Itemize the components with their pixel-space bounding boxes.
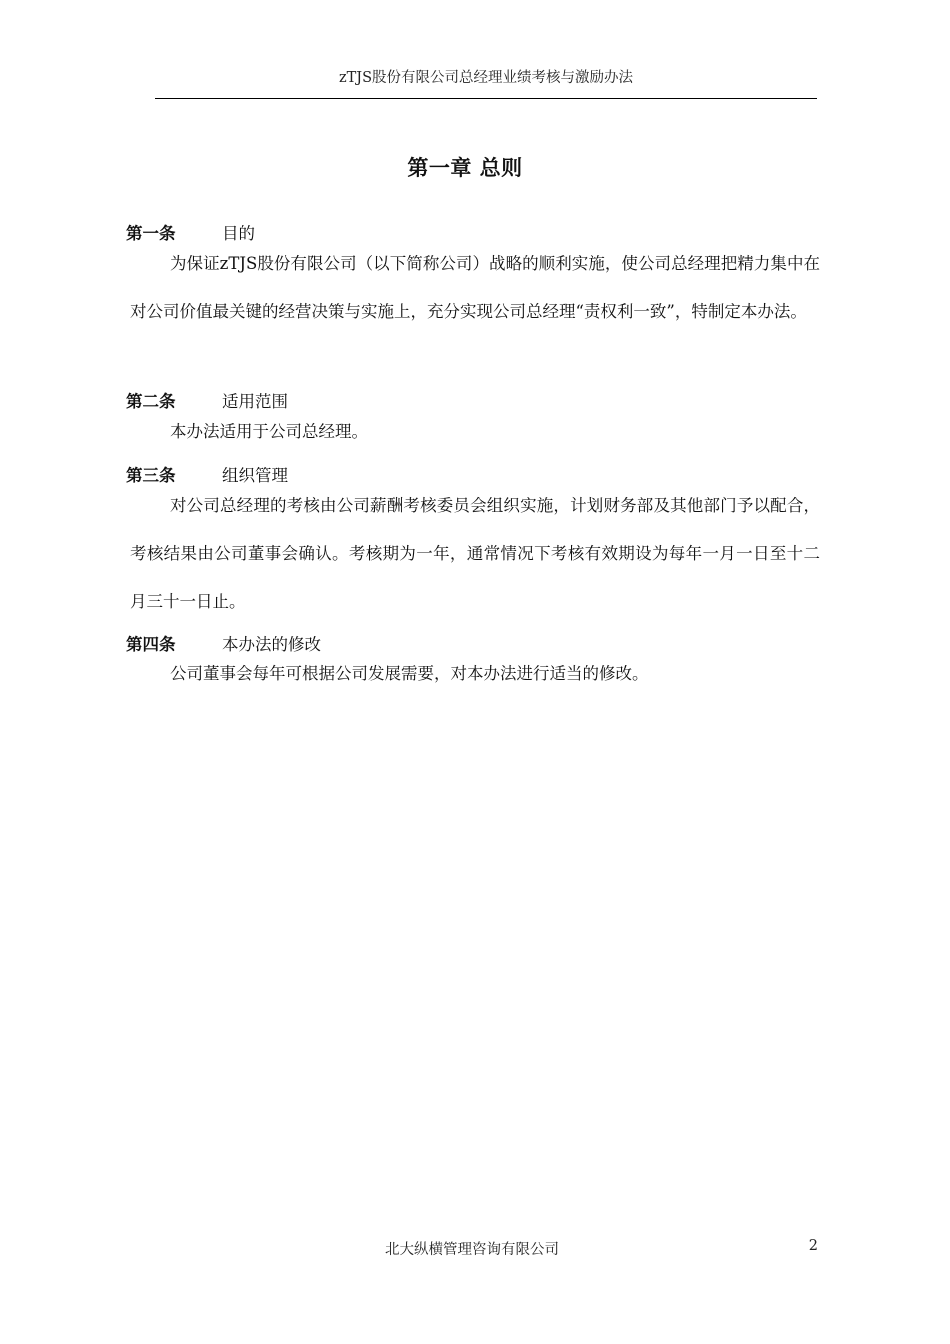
article-topic: 目的 [222,224,255,243]
chapter-title: 第一章 总则 [407,156,523,180]
article-number: 第一条 [126,224,176,243]
article-topic: 本办法的修改 [222,635,321,654]
article-paragraph: 对公司总经理的考核由公司薪酬考核委员会组织实施，计划财务部及其他部门予以配合，考核结果由公司董事会确认。考核期为一年，通常情况下考核有效期设为每年一月一日至十二月三十一日止。 [130,496,820,611]
article-number: 第四条 [126,635,176,654]
page-header-title: zTJS股份有限公司总经理业绩考核与激励办法 [338,70,634,86]
page-number: 2 [808,1238,818,1254]
article-heading [126,631,321,655]
article-number: 第二条 [126,392,176,411]
header-divider [155,98,817,99]
article-paragraph: 本办法适用于公司总经理。 [170,422,368,441]
article-topic: 组织管理 [222,466,288,485]
article-heading [126,388,288,412]
article-paragraph: 为保证zTJS股份有限公司（以下简称公司）战略的顺利实施，使公司总经理把精力集中在对公司价值最关键的经营决策与实施上，充分实现公司总经理“责权利一致”，特制定本办法。 [130,254,820,321]
article-number: 第三条 [126,466,176,485]
article-topic: 适用范围 [222,392,288,411]
footer-company-name: 北大纵横管理咨询有限公司 [385,1242,559,1258]
article-paragraph: 公司董事会每年可根据公司发展需要，对本办法进行适当的修改。 [170,664,649,683]
